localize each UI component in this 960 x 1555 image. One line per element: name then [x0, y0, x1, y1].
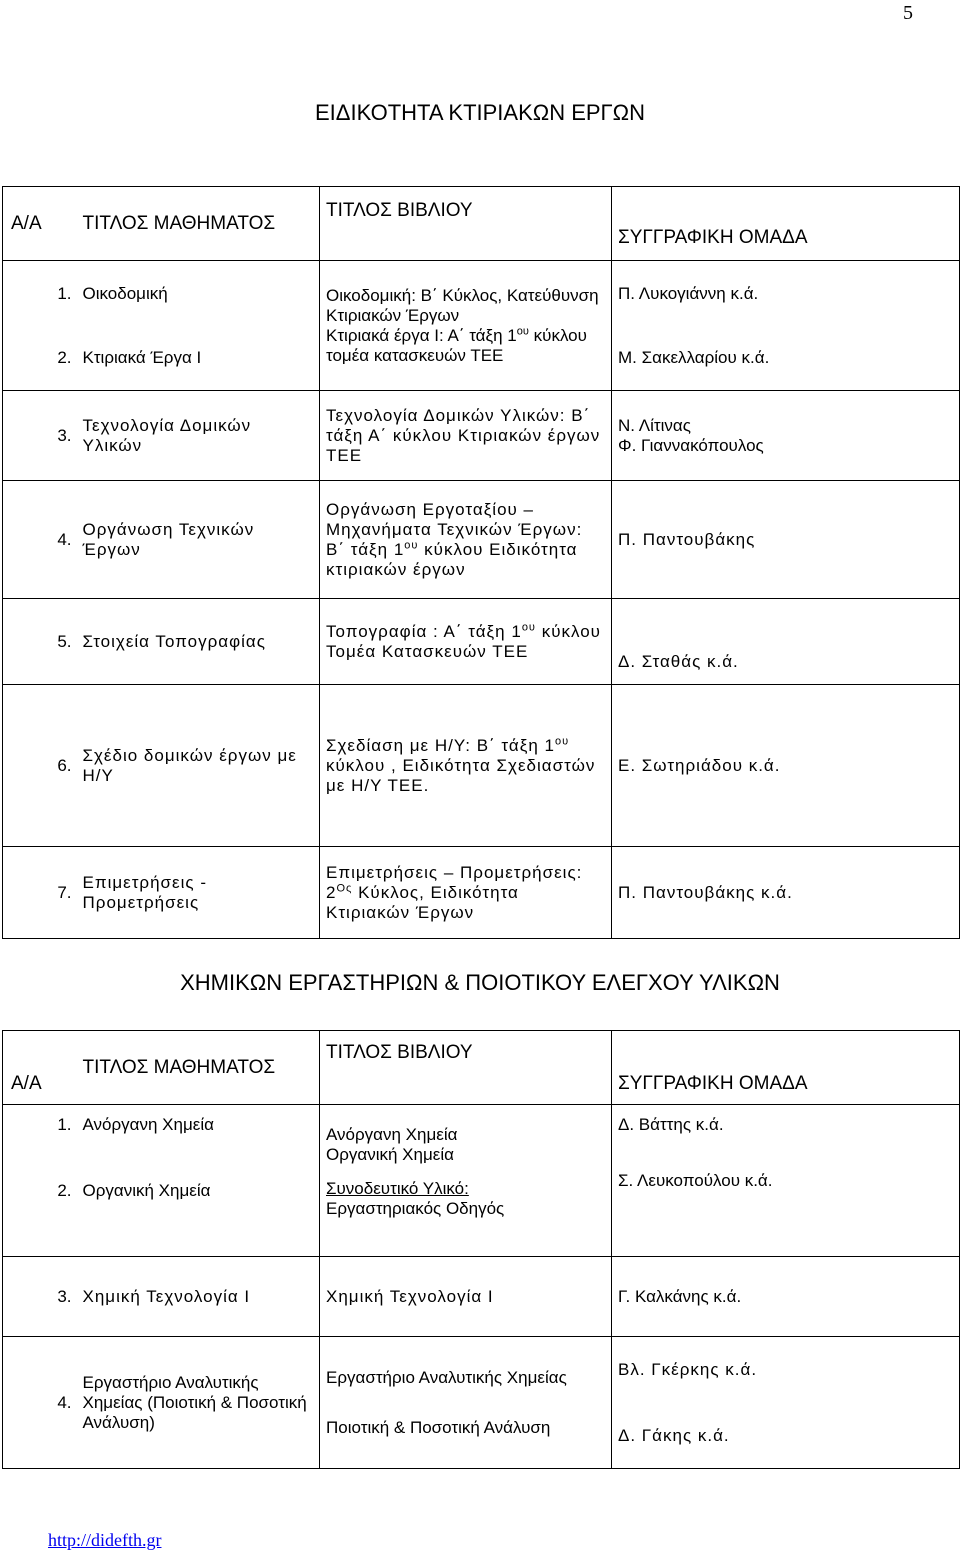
- building-works-table: [2, 186, 960, 939]
- author-group: Γ. Καλκάνης κ.ά.: [612, 1257, 960, 1337]
- book-title: Οικοδομική: Β΄ Κύκλος, Κατεύθυνση Κτιριακών Έργων: [326, 285, 599, 325]
- page-number: 5: [903, 2, 913, 24]
- author-group: Π. Λυκογιάννη κ.ά.: [618, 283, 759, 303]
- table-row: [3, 599, 960, 685]
- course-title: Οργανική Χημεία: [82, 1181, 211, 1200]
- author-group: Βλ. Γκέρκης κ.ά. Δ. Γάκης κ.ά.: [612, 1337, 960, 1469]
- author-group: Ν. Λίτινας Φ. Γιαννακόπουλος: [612, 391, 960, 481]
- section-title-chemical-labs: ΧΗΜΙΚΩΝ ΕΡΓΑΣΤΗΡΙΩΝ & ΠΟΙΟΤΙΚΟΥ ΕΛΕΓΧΟΥ ΥΛΙΚΩΝ: [180, 970, 780, 995]
- row-number: 4.: [3, 481, 77, 599]
- row-number: 7.: [3, 847, 77, 939]
- author-group: Μ. Σακελλαρίου κ.ά.: [618, 347, 770, 367]
- row-number: 2.: [57, 347, 72, 367]
- header-aa: Α/Α: [3, 187, 77, 261]
- table-row: [3, 685, 960, 847]
- chemical-labs-table: [2, 1030, 960, 1469]
- author-group: Δ. Σταθάς κ.ά.: [612, 599, 960, 685]
- course-title: Κτιριακά Έργα Ι: [82, 347, 202, 367]
- course-title: Σχέδιο δομικών έργων με Η/Υ: [77, 685, 320, 847]
- course-title: Τεχνολογία Δομικών Υλικών: [77, 391, 320, 481]
- table-row: [3, 1105, 960, 1257]
- row-number: 3.: [3, 391, 77, 481]
- book-title: Τοπογραφία : Α΄ τάξη $1^{o\upsilon}$ κύκλου Τομέα Κατασκευών ΤΕΕ: [320, 599, 612, 685]
- book-title: Χημική Τεχνολογία Ι: [320, 1257, 612, 1337]
- row-number: 1.: [57, 1115, 72, 1134]
- author-group: Π. Παντουβάκης κ.ά.: [612, 847, 960, 939]
- row-number: 4.: [3, 1337, 77, 1469]
- author-group: Δ. Βάττης κ.ά.: [618, 1115, 724, 1134]
- book-title: Επιμετρήσεις – Προμετρήσεις: $2^{O\varsigma}$ Κύκλος, Ειδικότητα Κτιριακών Έργων: [320, 847, 612, 939]
- course-title: Στοιχεία Τοπογραφίας: [77, 599, 320, 685]
- book-title: Ανόργανη Χημεία Οργανική Χημεία Συνοδευτικό Υλικό: Εργαστηριακός Οδηγός: [320, 1105, 612, 1257]
- book-title: Τεχνολογία Δομικών Υλικών: Β΄ τάξη Α΄ κύκλου Κτιριακών έργων ΤΕΕ: [320, 391, 612, 481]
- header-authors: ΣΥΓΓΡΑΦΙΚΗ ΟΜΑΔΑ: [612, 1031, 960, 1105]
- header-aa: Α/Α: [3, 1031, 77, 1105]
- course-title: Ανόργανη Χημεία: [82, 1115, 214, 1134]
- author-group: Π. Παντουβάκης: [612, 481, 960, 599]
- table-row: [3, 391, 960, 481]
- course-title: Επιμετρήσεις - Προμετρήσεις: [77, 847, 320, 939]
- author-group: Σ. Λευκοπούλου κ.ά.: [618, 1171, 773, 1190]
- course-title: Οργάνωση Τεχνικών Έργων: [77, 481, 320, 599]
- row-number: 6.: [3, 685, 77, 847]
- row-number: 1.: [57, 283, 72, 303]
- course-title: Χημική Τεχνολογία Ι: [77, 1257, 320, 1337]
- header-book-title: ΤΙΤΛΟΣ ΒΙΒΛΙΟΥ: [320, 187, 612, 261]
- row-number: 5.: [3, 599, 77, 685]
- table-row: [3, 261, 960, 391]
- author-group: Ε. Σωτηριάδου κ.ά.: [612, 685, 960, 847]
- table-row: [3, 1337, 960, 1469]
- header-course-title: ΤΙΤΛΟΣ ΜΑΘΗΜΑΤΟΣ: [77, 187, 320, 261]
- table-header-row: [3, 187, 960, 261]
- header-authors: ΣΥΓΓΡΑΦΙΚΗ ΟΜΑΔΑ: [612, 187, 960, 261]
- book-title: Εργαστήριο Αναλυτικής Χημείας Ποιοτική & Ποσοτική Ανάλυση: [320, 1337, 612, 1469]
- book-title: Κτιριακά έργα Ι: Α΄ τάξη $1^{o\upsilon}$ κύκλου τομέα κατασκευών ΤΕΕ: [326, 324, 587, 365]
- book-title: Οργάνωση Εργοταξίου – Μηχανήματα Τεχνικών Έργων: Β΄ τάξη $1^{o\upsilon}$ κύκλου Ειδικότητα κτιριακών έργων: [320, 481, 612, 599]
- footer-link[interactable]: http://didefth.gr: [48, 1530, 162, 1550]
- section-title-building-works: ΕΙΔΙΚΟΤΗΤΑ ΚΤΙΡΙΑΚΩΝ ΕΡΓΩΝ: [314, 100, 645, 125]
- table-header-row: [3, 1031, 960, 1105]
- table-row: [3, 847, 960, 939]
- course-title: Οικοδομική: [82, 283, 168, 303]
- book-title: Σχεδίαση με Η/Υ: Β΄ τάξη $1^{o\upsilon}$ κύκλου , Ειδικότητα Σχεδιαστών με Η/Υ ΤΕΕ.: [320, 685, 612, 847]
- table-row: [3, 1257, 960, 1337]
- header-course-title: ΤΙΤΛΟΣ ΜΑΘΗΜΑΤΟΣ: [77, 1031, 320, 1105]
- course-title: Εργαστήριο Αναλυτικής Χημείας (Ποιοτική & Ποσοτική Ανάλυση): [77, 1337, 320, 1469]
- table-row: [3, 481, 960, 599]
- header-book-title: ΤΙΤΛΟΣ ΒΙΒΛΙΟΥ: [320, 1031, 612, 1105]
- row-number: 3.: [3, 1257, 77, 1337]
- row-number: 2.: [57, 1181, 72, 1200]
